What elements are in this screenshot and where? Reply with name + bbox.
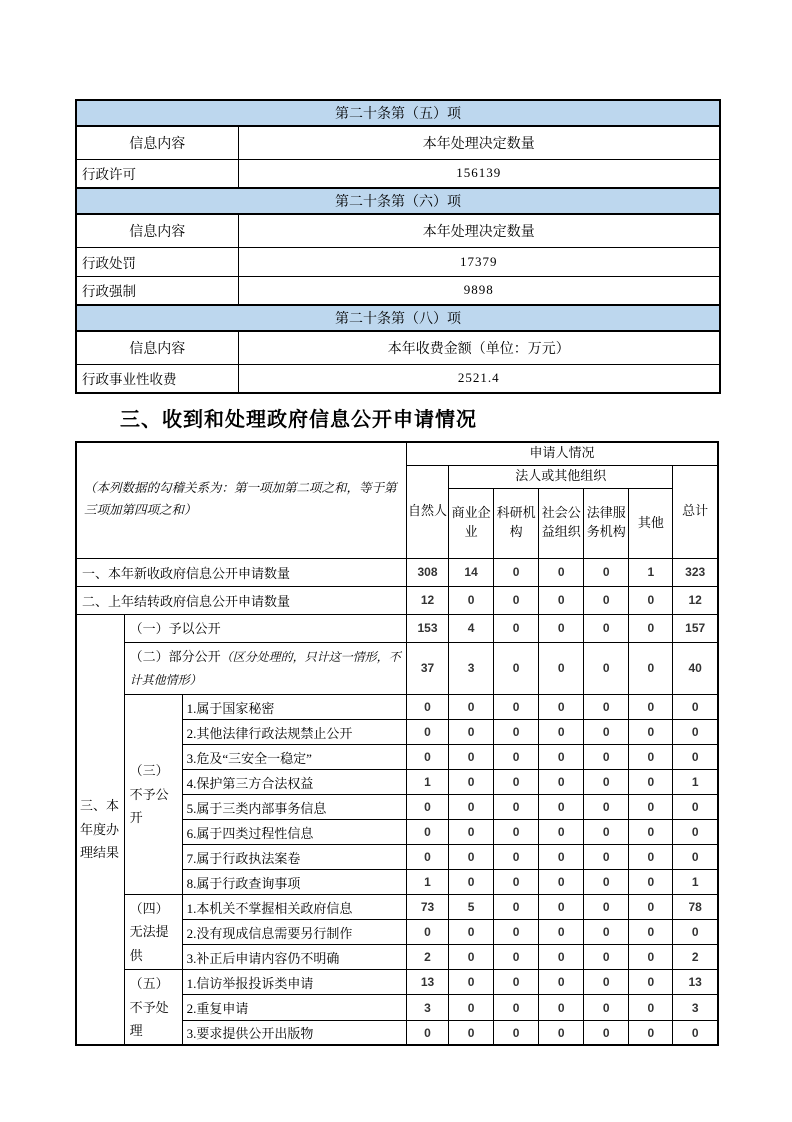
value-cell: 0 xyxy=(629,1020,673,1045)
info-content-header: 信息内容 xyxy=(76,126,238,159)
value-cell: 0 xyxy=(494,720,539,745)
value-cell: 0 xyxy=(673,845,718,870)
value-cell: 0 xyxy=(629,720,673,745)
statute-data-row xyxy=(76,247,720,276)
value-cell: 1 xyxy=(407,770,449,795)
value-cell: 0 xyxy=(584,945,629,970)
value-cell: 0 xyxy=(629,845,673,870)
statute-band-row xyxy=(76,100,720,126)
col-header-commercial: 商业企业 xyxy=(449,488,494,558)
value-cell: 0 xyxy=(449,695,494,720)
value-cell: 0 xyxy=(539,845,584,870)
quantity-header: 本年处理决定数量 xyxy=(238,126,720,159)
value-cell: 0 xyxy=(494,845,539,870)
value-cell: 14 xyxy=(449,558,494,586)
value-cell: 2 xyxy=(673,945,718,970)
value-cell: 0 xyxy=(584,1020,629,1045)
table-row xyxy=(76,614,718,642)
application-table-body xyxy=(76,558,718,1045)
value-cell: 0 xyxy=(584,770,629,795)
leaf-label: 6.属于四类过程性信息 xyxy=(182,820,406,845)
value-cell: 0 xyxy=(494,970,539,995)
subgroup-label: （二）部分公开（区分处理的，只计这一情形，不计其他情形） xyxy=(124,642,406,694)
value-cell: 0 xyxy=(673,745,718,770)
value-cell: 0 xyxy=(673,920,718,945)
value-cell: 0 xyxy=(629,795,673,820)
subgroup-label: （五）不予处理 xyxy=(124,970,182,1046)
value-cell: 0 xyxy=(407,845,449,870)
value-cell: 0 xyxy=(584,642,629,694)
value-cell: 0 xyxy=(449,945,494,970)
value-cell: 0 xyxy=(539,695,584,720)
value-cell: 0 xyxy=(629,920,673,945)
statute-band-row xyxy=(76,188,720,214)
value-cell: 4 xyxy=(449,614,494,642)
value-cell: 0 xyxy=(494,920,539,945)
row-label: 一、本年新收政府信息公开申请数量 xyxy=(76,558,407,586)
value-cell: 0 xyxy=(629,995,673,1020)
leaf-label: 2.重复申请 xyxy=(182,995,406,1020)
leaf-label: 2.其他法律行政法规禁止公开 xyxy=(182,720,406,745)
subgroup-label: （三）不予公开 xyxy=(124,695,182,895)
value-cell: 0 xyxy=(539,614,584,642)
value-cell: 0 xyxy=(629,745,673,770)
col-header-other: 其他 xyxy=(629,488,673,558)
value-cell: 5 xyxy=(449,895,494,920)
org-group-header: 法人或其他组织 xyxy=(449,465,673,488)
value-cell: 0 xyxy=(494,1020,539,1045)
application-table xyxy=(75,441,719,1046)
value-cell: 3 xyxy=(673,995,718,1020)
table-row xyxy=(76,586,718,614)
row-label: 二、上年结转政府信息公开申请数量 xyxy=(76,586,407,614)
value-cell: 12 xyxy=(673,586,718,614)
value-cell: 0 xyxy=(539,745,584,770)
value-cell: 0 xyxy=(494,770,539,795)
value-cell: 0 xyxy=(494,586,539,614)
row-value: 2521.4 xyxy=(238,364,720,393)
row-value: 17379 xyxy=(238,247,720,276)
value-cell: 0 xyxy=(673,1020,718,1045)
value-cell: 0 xyxy=(539,1020,584,1045)
value-cell: 0 xyxy=(449,820,494,845)
statute-header-row xyxy=(76,331,720,364)
value-cell: 0 xyxy=(494,614,539,642)
value-cell: 0 xyxy=(539,720,584,745)
value-cell: 3 xyxy=(449,642,494,694)
value-cell: 13 xyxy=(407,970,449,995)
header-row-1 xyxy=(76,442,718,465)
reconciliation-note: （本列数据的勾稽关系为：第一项加第二项之和，等于第三项加第四项之和） xyxy=(76,442,407,558)
col-header-legal-service: 法律服务机构 xyxy=(584,488,629,558)
applicant-group-header: 申请人情况 xyxy=(407,442,719,465)
value-cell: 40 xyxy=(673,642,718,694)
value-cell: 0 xyxy=(494,820,539,845)
value-cell: 308 xyxy=(407,558,449,586)
value-cell: 0 xyxy=(584,745,629,770)
value-cell: 0 xyxy=(449,845,494,870)
value-cell: 1 xyxy=(629,558,673,586)
value-cell: 0 xyxy=(494,795,539,820)
leaf-label: 2.没有现成信息需要另行制作 xyxy=(182,920,406,945)
value-cell: 0 xyxy=(494,945,539,970)
info-content-header: 信息内容 xyxy=(76,331,238,364)
leaf-label: 8.属于行政查询事项 xyxy=(182,870,406,895)
value-cell: 0 xyxy=(673,820,718,845)
row-label: 行政处罚 xyxy=(76,247,238,276)
value-cell: 0 xyxy=(449,586,494,614)
value-cell: 73 xyxy=(407,895,449,920)
value-cell: 323 xyxy=(673,558,718,586)
subgroup-label: （一）予以公开 xyxy=(124,614,406,642)
value-cell: 0 xyxy=(494,995,539,1020)
value-cell: 0 xyxy=(629,586,673,614)
row-value: 9898 xyxy=(238,276,720,305)
value-cell: 0 xyxy=(539,820,584,845)
value-cell: 0 xyxy=(584,614,629,642)
value-cell: 0 xyxy=(539,586,584,614)
value-cell: 2 xyxy=(407,945,449,970)
value-cell: 0 xyxy=(584,795,629,820)
leaf-label: 1.信访举报投诉类申请 xyxy=(182,970,406,995)
value-cell: 0 xyxy=(449,970,494,995)
value-cell: 0 xyxy=(629,770,673,795)
leaf-label: 4.保护第三方合法权益 xyxy=(182,770,406,795)
value-cell: 0 xyxy=(629,870,673,895)
value-cell: 0 xyxy=(494,870,539,895)
value-cell: 0 xyxy=(494,895,539,920)
statute-data-row xyxy=(76,159,720,188)
table-row xyxy=(76,642,718,694)
value-cell: 0 xyxy=(407,920,449,945)
value-cell: 0 xyxy=(584,586,629,614)
leaf-label: 1.本机关不掌握相关政府信息 xyxy=(182,895,406,920)
value-cell: 0 xyxy=(629,614,673,642)
value-cell: 0 xyxy=(584,920,629,945)
value-cell: 0 xyxy=(584,870,629,895)
value-cell: 1 xyxy=(673,770,718,795)
statute-band-row xyxy=(76,305,720,331)
col-header-social-welfare: 社会公益组织 xyxy=(539,488,584,558)
value-cell: 0 xyxy=(539,945,584,970)
value-cell: 0 xyxy=(584,695,629,720)
value-cell: 0 xyxy=(449,795,494,820)
table-row xyxy=(76,895,718,920)
value-cell: 0 xyxy=(539,870,584,895)
value-cell: 0 xyxy=(407,795,449,820)
value-cell: 0 xyxy=(584,845,629,870)
leaf-label: 7.属于行政执法案卷 xyxy=(182,845,406,870)
value-cell: 0 xyxy=(539,795,584,820)
value-cell: 0 xyxy=(449,745,494,770)
value-cell: 0 xyxy=(449,770,494,795)
quantity-header: 本年处理决定数量 xyxy=(238,214,720,247)
value-cell: 0 xyxy=(494,642,539,694)
value-cell: 0 xyxy=(629,945,673,970)
value-cell: 0 xyxy=(584,970,629,995)
leaf-label: 1.属于国家秘密 xyxy=(182,695,406,720)
col-header-total: 总计 xyxy=(673,465,718,558)
leaf-label: 5.属于三类内部事务信息 xyxy=(182,795,406,820)
row-label: 行政事业性收费 xyxy=(76,364,238,393)
statute-data-row xyxy=(76,364,720,393)
value-cell: 0 xyxy=(494,745,539,770)
value-cell: 0 xyxy=(539,920,584,945)
leaf-label: 3.补正后申请内容仍不明确 xyxy=(182,945,406,970)
statute-header-row xyxy=(76,126,720,159)
value-cell: 0 xyxy=(673,720,718,745)
row-label: 行政许可 xyxy=(76,159,238,188)
value-cell: 0 xyxy=(584,720,629,745)
value-cell: 0 xyxy=(584,558,629,586)
value-cell: 0 xyxy=(449,1020,494,1045)
statute-tables xyxy=(75,99,721,394)
value-cell: 37 xyxy=(407,642,449,694)
value-cell: 0 xyxy=(539,770,584,795)
value-cell: 0 xyxy=(494,558,539,586)
value-cell: 78 xyxy=(673,895,718,920)
value-cell: 0 xyxy=(407,695,449,720)
value-cell: 0 xyxy=(494,695,539,720)
leaf-label: 3.危及“三安全一稳定” xyxy=(182,745,406,770)
value-cell: 0 xyxy=(673,695,718,720)
statute-title: 第二十条第（八）项 xyxy=(76,305,720,331)
value-cell: 0 xyxy=(407,745,449,770)
result-group-label: 三、本年度办理结果 xyxy=(76,614,124,1045)
value-cell: 0 xyxy=(673,795,718,820)
value-cell: 13 xyxy=(673,970,718,995)
value-cell: 0 xyxy=(539,995,584,1020)
value-cell: 0 xyxy=(629,970,673,995)
value-cell: 0 xyxy=(539,558,584,586)
quantity-header: 本年收费金额（单位：万元） xyxy=(238,331,720,364)
value-cell: 0 xyxy=(539,895,584,920)
value-cell: 0 xyxy=(584,995,629,1020)
statute-title: 第二十条第（五）项 xyxy=(76,100,720,126)
subgroup-note: （区分处理的，只计这一情形，不计其他情形） xyxy=(129,649,401,688)
value-cell: 0 xyxy=(539,970,584,995)
statute-title: 第二十条第（六）项 xyxy=(76,188,720,214)
value-cell: 0 xyxy=(584,895,629,920)
value-cell: 157 xyxy=(673,614,718,642)
value-cell: 0 xyxy=(407,720,449,745)
document-page xyxy=(75,99,719,1046)
value-cell: 0 xyxy=(629,820,673,845)
value-cell: 0 xyxy=(449,870,494,895)
value-cell: 12 xyxy=(407,586,449,614)
value-cell: 1 xyxy=(673,870,718,895)
subgroup-label: （四）无法提供 xyxy=(124,895,182,970)
col-header-natural-person: 自然人 xyxy=(407,465,449,558)
statute-data-row xyxy=(76,276,720,305)
table-row xyxy=(76,695,718,720)
value-cell: 0 xyxy=(629,695,673,720)
row-value: 156139 xyxy=(238,159,720,188)
value-cell: 3 xyxy=(407,995,449,1020)
section-heading: 三、收到和处理政府信息公开申请情况 xyxy=(120,409,477,431)
table-row xyxy=(76,558,718,586)
value-cell: 0 xyxy=(449,720,494,745)
value-cell: 0 xyxy=(629,642,673,694)
statute-header-row xyxy=(76,214,720,247)
value-cell: 0 xyxy=(449,920,494,945)
leaf-label: 3.要求提供公开出版物 xyxy=(182,1020,406,1045)
value-cell: 0 xyxy=(449,995,494,1020)
value-cell: 0 xyxy=(629,895,673,920)
value-cell: 0 xyxy=(407,820,449,845)
row-label: 行政强制 xyxy=(76,276,238,305)
info-content-header: 信息内容 xyxy=(76,214,238,247)
value-cell: 1 xyxy=(407,870,449,895)
value-cell: 0 xyxy=(584,820,629,845)
col-header-research: 科研机构 xyxy=(494,488,539,558)
value-cell: 153 xyxy=(407,614,449,642)
value-cell: 0 xyxy=(407,1020,449,1045)
table-row xyxy=(76,970,718,995)
value-cell: 0 xyxy=(539,642,584,694)
statute-tables-body xyxy=(76,100,720,393)
